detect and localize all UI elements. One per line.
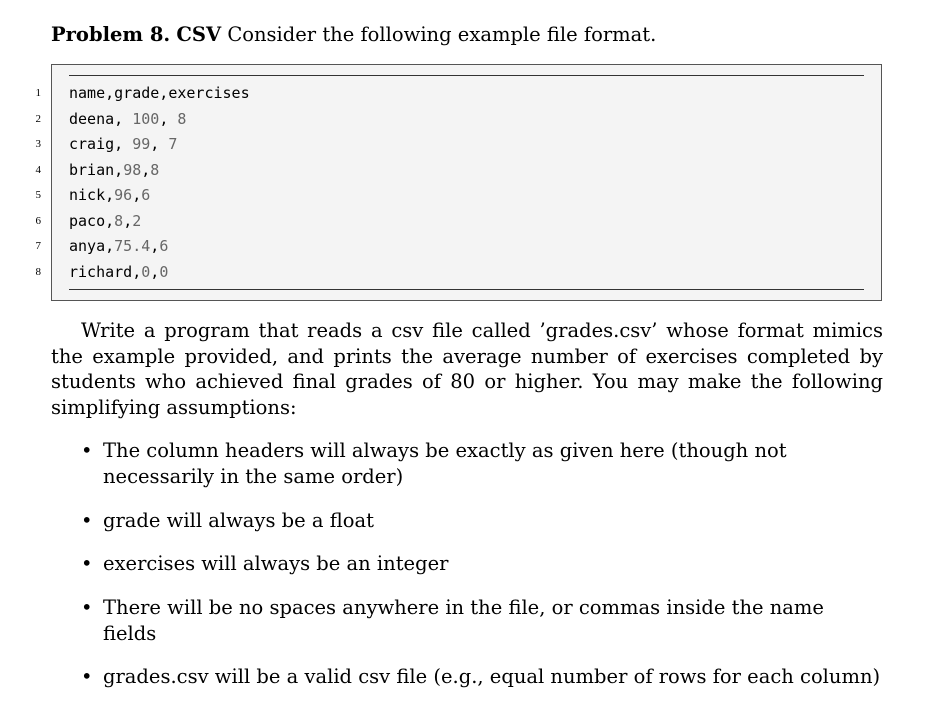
assumption-item [51,664,883,690]
problem-label: Problem 8. [51,23,171,46]
line-number: 1 [35,87,41,99]
assumption-item [51,551,883,577]
line-number: 3 [35,138,41,150]
assumption-text: grade will always be a float [103,508,374,532]
assumption-text: The column headers will always be exactly as given here (though not necessarily in the same order) [103,439,787,488]
bullet-icon: • [81,552,93,575]
assumptions-list [51,438,883,708]
line-number: 8 [35,265,41,278]
assumption-text: exercises will always be an integer [103,552,449,575]
code-text: nick,96,6 [69,186,151,204]
assumption-text: There will be no spaces anywhere in the file, or commas inside the name fields [103,595,824,645]
bullet-icon: • [81,439,93,462]
problem-topic: CSV [176,23,222,46]
assumption-item [51,595,883,647]
assumption-text: grades.csv will be a valid csv file (e.g., equal number of rows for each column) [103,665,881,688]
bullet-icon: • [81,665,93,688]
code-bottom-rule [69,289,864,290]
bullet-icon: • [81,595,93,619]
assumption-item [51,508,883,534]
problem-intro: Consider the following example file format. [227,23,657,46]
bullet-icon: • [81,508,93,532]
problem-heading [51,22,656,48]
code-text: brian,98,8 [69,160,160,179]
problem-description: Write a program that reads a csv file called ’grades.csv’ whose format mimics the example provided, and prints the average number of exercises completed by students who achieved final grades of 80 or higher. You may make the following simplifying assumptions: [51,319,883,420]
code-text: craig, 99, 7 [69,135,178,153]
code-text: deena, 100, 8 [69,109,187,128]
assumption-item [51,438,883,490]
code-text: anya,75.4,6 [69,237,169,255]
code-text: richard,0,0 [69,262,169,281]
line-number: 2 [35,112,41,125]
line-number: 4 [35,163,41,176]
code-text: name,grade,exercises [69,84,250,102]
code-text: paco,8,2 [69,211,142,230]
line-number: 7 [35,240,41,252]
line-number: 6 [35,214,41,227]
code-listing [35,64,882,301]
code-top-rule [69,75,864,76]
line-number: 5 [35,189,41,201]
